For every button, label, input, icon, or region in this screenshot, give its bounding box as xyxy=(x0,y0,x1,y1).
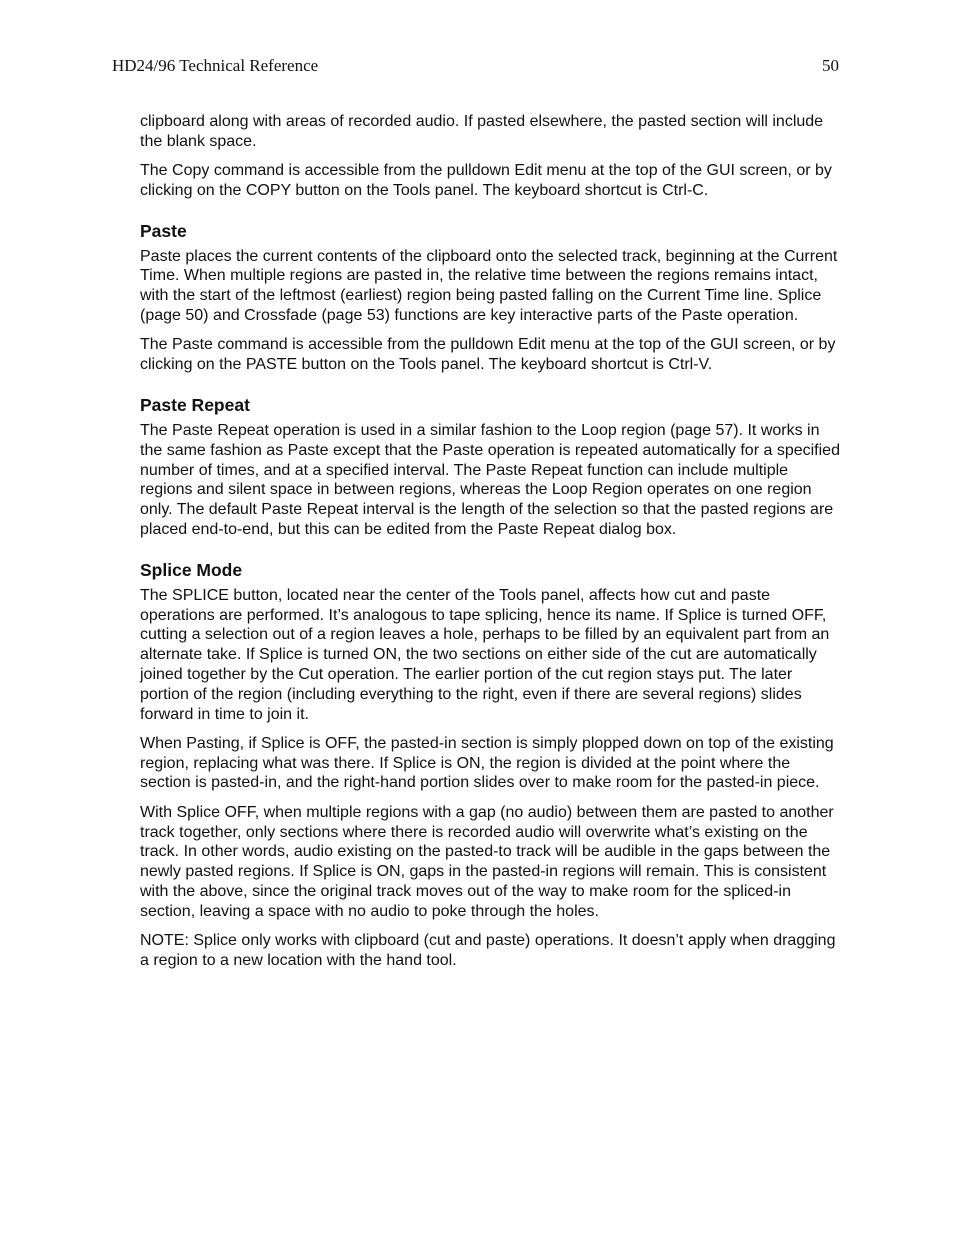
paste-paragraph-1: Paste places the current contents of the clipboard onto the selected track, beginning at the Current Time. When multiple regions are pasted in, the relative time between the regions remains intact, with the start of the leftmost (earliest) region being pasted falling on the Current Time line. Splice (page 50) and Crossfade (page 53) functions are key interactive parts of the Paste operation. xyxy=(140,247,838,325)
page-body xyxy=(140,112,842,980)
splice-mode-paragraph-3: With Splice OFF, when multiple regions with a gap (no audio) between them are pasted to another track together, only sections where there is recorded audio will overwrite what’s existing on the track. In other words, audio existing on the pasted-to track will be audible in the gaps between the newly pasted regions. If Splice is ON, gaps in the pasted-in regions will remain. This is consistent with the above, since the original track moves out of the way to make room for the spliced-in section, leaving a space with no audio to poke through the holes. xyxy=(140,803,834,920)
paste-paragraph-2: The Paste command is accessible from the pulldown Edit menu at the top of the GUI screen, or by clicking on the PASTE button on the Tools panel. The keyboard shortcut is Ctrl-V. xyxy=(140,336,836,374)
splice-mode-paragraph-1: The SPLICE button, located near the center of the Tools panel, affects how cut and paste operations are performed. It’s analogous to tape splicing, hence its name. If Splice is turned OFF, cutting a selection out of a region leaves a hole, perhaps to be filled by an equivalent part from an alternate take. If Splice is turned ON, the two sections on either side of the cut are automatically joined together by the Cut operation. The earlier portion of the cut region stays put. The later portion of the region (including everything to the right, even if there are several regions) slides forward in time to join it. xyxy=(140,586,830,723)
page-header xyxy=(112,56,839,78)
section-heading-paste: Paste xyxy=(140,220,187,241)
intro-paragraph-1: clipboard along with areas of recorded audio. If pasted elsewhere, the pasted section will include the blank space. xyxy=(140,113,824,150)
paste-repeat-paragraph-1: The Paste Repeat operation is used in a similar fashion to the Loop region (page 57). It works in the same fashion as Paste except that the Paste operation is repeated automatically for a specified number of times, and at a specified interval. The Paste Repeat function can include multiple regions and silent space in between regions, whereas the Loop Region operates on one region only. The default Paste Repeat interval is the length of the selection so that the pasted regions are placed end-to-end, but this can be edited from the Paste Repeat dialog box. xyxy=(140,421,840,538)
section-heading-paste-repeat: Paste Repeat xyxy=(140,394,250,415)
splice-mode-note: NOTE: Splice only works with clipboard (cut and paste) operations. It doesn’t apply when dragging a region to a new location with the hand tool. xyxy=(140,932,836,969)
document-title: HD24/96 Technical Reference xyxy=(112,56,319,75)
section-heading-splice-mode: Splice Mode xyxy=(140,559,243,580)
splice-mode-paragraph-2: When Pasting, if Splice is OFF, the pasted-in section is simply plopped down on top of the existing region, replacing what was there. If Splice is ON, the region is divided at the point where the section is pasted-in, and the right-hand portion slides over to make room for the pasted-in piece. xyxy=(140,734,834,792)
intro-paragraph-2: The Copy command is accessible from the pulldown Edit menu at the top of the GUI screen, or by clicking on the COPY button on the Tools panel. The keyboard shortcut is Ctrl-C. xyxy=(140,162,832,199)
page-number: 50 xyxy=(822,56,839,75)
